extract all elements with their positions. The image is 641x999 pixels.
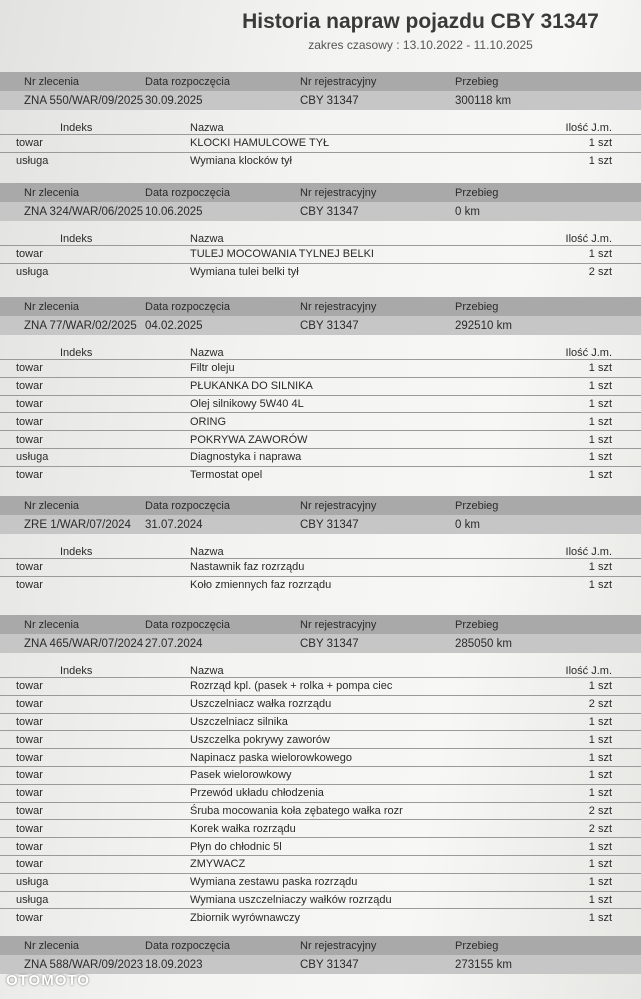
item-type: usługa	[16, 155, 49, 168]
item-row	[0, 152, 641, 170]
mileage-label: Przebieg	[455, 300, 499, 313]
item-name: Przewód układu chłodzenia	[190, 787, 324, 800]
item-qty: 1 szt	[588, 451, 612, 464]
start-date: 18.09.2023	[145, 958, 203, 971]
item-qty: 1 szt	[588, 876, 612, 889]
item-qty: 1 szt	[588, 680, 612, 693]
item-name: Wymiana klocków tył	[190, 155, 292, 168]
mileage: 0 km	[455, 518, 480, 531]
item-row	[0, 891, 641, 909]
item-name: Uszczelka pokrywy zaworów	[190, 733, 330, 746]
item-row	[0, 855, 641, 873]
item-qty: 2 szt	[588, 266, 612, 279]
item-qty: 1 szt	[588, 362, 612, 375]
qty-label: Ilość J.m.	[565, 347, 612, 359]
item-type: usługa	[16, 451, 49, 464]
item-qty: 2 szt	[588, 698, 612, 711]
order-no: ZNA 465/WAR/07/2024	[24, 637, 144, 650]
item-type: usługa	[16, 266, 49, 279]
item-type: towar	[16, 433, 43, 446]
item-type: towar	[16, 469, 43, 482]
item-type: towar	[16, 804, 43, 817]
item-qty: 2 szt	[588, 822, 612, 835]
item-name: Koło zmiennych faz rozrządu	[190, 579, 332, 592]
item-name: Zbiornik wyrównawczy	[190, 911, 301, 924]
item-type: towar	[16, 362, 43, 375]
name-label: Nazwa	[190, 122, 224, 134]
mileage: 0 km	[455, 205, 480, 218]
item-name: Wymiana tulei belki tył	[190, 266, 299, 279]
item-row	[0, 713, 641, 731]
name-label: Nazwa	[190, 665, 224, 677]
item-row	[0, 730, 641, 748]
order-no: ZNA 550/WAR/09/2025	[24, 94, 144, 107]
item-row	[0, 134, 641, 152]
item-name: Płyn do chłodnic 5l	[190, 840, 282, 853]
item-row	[0, 359, 641, 377]
reg-no: CBY 31347	[300, 94, 359, 107]
item-qty: 1 szt	[588, 733, 612, 746]
item-name: Filtr oleju	[190, 362, 235, 375]
item-row	[0, 377, 641, 395]
order-header-row	[0, 936, 641, 955]
item-row	[0, 430, 641, 448]
item-name: Uszczelniacz silnika	[190, 715, 288, 728]
item-type: towar	[16, 380, 43, 393]
start-date: 10.06.2025	[145, 205, 203, 218]
repair-order	[0, 297, 641, 484]
item-qty: 1 szt	[588, 840, 612, 853]
item-type: towar	[16, 715, 43, 728]
item-row	[0, 908, 641, 926]
page-title: Historia napraw pojazdu CBY 31347	[242, 10, 599, 33]
item-qty: 1 szt	[588, 911, 612, 924]
item-qty: 1 szt	[588, 751, 612, 764]
mileage: 285050 km	[455, 637, 512, 650]
item-row	[0, 695, 641, 713]
item-row	[0, 395, 641, 413]
item-row	[0, 766, 641, 784]
order-no-label: Nr zlecenia	[24, 499, 80, 512]
item-row	[0, 837, 641, 855]
name-label: Nazwa	[190, 546, 224, 558]
item-qty: 1 szt	[588, 858, 612, 871]
item-row	[0, 245, 641, 263]
order-header-row	[0, 183, 641, 202]
mileage-label: Przebieg	[455, 939, 499, 952]
reg-no: CBY 31347	[300, 637, 359, 650]
item-type: towar	[16, 840, 43, 853]
order-value-row	[0, 202, 641, 221]
order-header-row	[0, 496, 641, 515]
mileage-label: Przebieg	[455, 499, 499, 512]
date-range: zakres czasowy : 13.10.2022 - 11.10.2025	[308, 38, 533, 52]
order-value-row	[0, 955, 641, 974]
repair-order	[0, 615, 641, 926]
item-row	[0, 466, 641, 484]
item-name: Nastawnik faz rozrządu	[190, 561, 305, 574]
item-type: towar	[16, 561, 43, 574]
order-header-row	[0, 615, 641, 634]
start-date: 31.07.2024	[145, 518, 203, 531]
order-value-row	[0, 515, 641, 534]
item-type: towar	[16, 911, 43, 924]
items-header-row	[0, 118, 641, 134]
item-name: Uszczelniacz wałka rozrządu	[190, 698, 332, 711]
item-name: Rozrząd kpl. (pasek + rolka + pompa ciec	[190, 680, 393, 693]
order-value-row	[0, 634, 641, 653]
mileage-label: Przebieg	[455, 75, 499, 88]
order-no-label: Nr zlecenia	[24, 939, 80, 952]
order-no: ZNA 77/WAR/02/2025	[24, 319, 137, 332]
item-row	[0, 873, 641, 891]
item-type: towar	[16, 397, 43, 410]
mileage-label: Przebieg	[455, 618, 499, 631]
item-type: towar	[16, 248, 43, 261]
item-name: Pasek wielorowkowy	[190, 769, 292, 782]
item-row	[0, 748, 641, 766]
mileage-label: Przebieg	[455, 186, 499, 199]
start-date-label: Data rozpoczęcia	[145, 618, 230, 631]
repair-order	[0, 183, 641, 281]
items-header-row	[0, 229, 641, 245]
item-row	[0, 412, 641, 430]
item-type: towar	[16, 579, 43, 592]
item-name: ZMYWACZ	[190, 858, 246, 871]
reg-no: CBY 31347	[300, 205, 359, 218]
index-label: Indeks	[60, 233, 93, 245]
item-name: POKRYWA ZAWORÓW	[190, 433, 308, 446]
item-name: TULEJ MOCOWANIA TYLNEJ BELKI	[190, 248, 374, 261]
item-name: PŁUKANKA DO SILNIKA	[190, 380, 313, 393]
item-qty: 2 szt	[588, 804, 612, 817]
item-name: KLOCKI HAMULCOWE TYŁ	[190, 137, 330, 150]
otomoto-watermark: OTOMOTO	[6, 972, 90, 989]
item-qty: 1 szt	[588, 415, 612, 428]
index-label: Indeks	[60, 122, 93, 134]
start-date: 30.09.2025	[145, 94, 203, 107]
reg-no: CBY 31347	[300, 518, 359, 531]
index-label: Indeks	[60, 347, 93, 359]
start-date-label: Data rozpoczęcia	[145, 300, 230, 313]
qty-label: Ilość J.m.	[565, 665, 612, 677]
item-qty: 1 szt	[588, 155, 612, 168]
index-label: Indeks	[60, 546, 93, 558]
order-no: ZNA 324/WAR/06/2025	[24, 205, 144, 218]
name-label: Nazwa	[190, 347, 224, 359]
item-qty: 1 szt	[588, 769, 612, 782]
item-qty: 1 szt	[588, 893, 612, 906]
start-date-label: Data rozpoczęcia	[145, 75, 230, 88]
order-no: ZRE 1/WAR/07/2024	[24, 518, 131, 531]
item-type: usługa	[16, 876, 49, 889]
item-row	[0, 576, 641, 594]
order-no: ZNA 588/WAR/09/2023	[24, 958, 144, 971]
mileage: 292510 km	[455, 319, 512, 332]
item-type: towar	[16, 751, 43, 764]
item-name: Wymiana uszczelniaczy wałków rozrządu	[190, 893, 392, 906]
order-no-label: Nr zlecenia	[24, 618, 80, 631]
item-row	[0, 677, 641, 695]
item-type: towar	[16, 858, 43, 871]
items-header-row	[0, 343, 641, 359]
reg-no: CBY 31347	[300, 958, 359, 971]
qty-label: Ilość J.m.	[565, 122, 612, 134]
item-name: Korek wałka rozrządu	[190, 822, 296, 835]
item-type: towar	[16, 137, 43, 150]
repair-order	[0, 496, 641, 594]
item-type: towar	[16, 698, 43, 711]
item-name: Olej silnikowy 5W40 4L	[190, 397, 304, 410]
item-name: Śruba mocowania koła zębatego wałka rozr	[190, 804, 403, 817]
name-label: Nazwa	[190, 233, 224, 245]
item-qty: 1 szt	[588, 397, 612, 410]
qty-label: Ilość J.m.	[565, 233, 612, 245]
item-row	[0, 263, 641, 281]
order-value-row	[0, 91, 641, 110]
reg-no-label: Nr rejestracyjny	[300, 618, 377, 631]
item-row	[0, 558, 641, 576]
item-type: towar	[16, 680, 43, 693]
start-date: 04.02.2025	[145, 319, 203, 332]
repair-order	[0, 72, 641, 170]
start-date-label: Data rozpoczęcia	[145, 499, 230, 512]
order-no-label: Nr zlecenia	[24, 75, 80, 88]
item-row	[0, 784, 641, 802]
reg-no-label: Nr rejestracyjny	[300, 75, 377, 88]
item-qty: 1 szt	[588, 433, 612, 446]
order-header-row	[0, 297, 641, 316]
item-qty: 1 szt	[588, 137, 612, 150]
item-row	[0, 802, 641, 820]
item-qty: 1 szt	[588, 248, 612, 261]
item-qty: 1 szt	[588, 469, 612, 482]
item-name: Termostat opel	[190, 469, 263, 482]
order-no-label: Nr zlecenia	[24, 186, 80, 199]
mileage: 300118 km	[455, 94, 512, 107]
item-type: towar	[16, 822, 43, 835]
item-type: usługa	[16, 893, 49, 906]
item-qty: 1 szt	[588, 380, 612, 393]
reg-no-label: Nr rejestracyjny	[300, 939, 377, 952]
items-header-row	[0, 661, 641, 677]
item-name: ORING	[190, 415, 227, 428]
items-header-row	[0, 542, 641, 558]
item-qty: 1 szt	[588, 579, 612, 592]
item-name: Napinacz paska wielorowkowego	[190, 751, 353, 764]
item-row	[0, 819, 641, 837]
start-date-label: Data rozpoczęcia	[145, 186, 230, 199]
reg-no-label: Nr rejestracyjny	[300, 186, 377, 199]
qty-label: Ilość J.m.	[565, 546, 612, 558]
item-type: towar	[16, 415, 43, 428]
order-header-row	[0, 72, 641, 91]
start-date-label: Data rozpoczęcia	[145, 939, 230, 952]
start-date: 27.07.2024	[145, 637, 203, 650]
item-qty: 1 szt	[588, 715, 612, 728]
item-qty: 1 szt	[588, 787, 612, 800]
reg-no-label: Nr rejestracyjny	[300, 300, 377, 313]
order-no-label: Nr zlecenia	[24, 300, 80, 313]
item-type: towar	[16, 769, 43, 782]
item-type: towar	[16, 733, 43, 746]
item-qty: 1 szt	[588, 561, 612, 574]
index-label: Indeks	[60, 665, 93, 677]
repair-order	[0, 936, 641, 974]
reg-no-label: Nr rejestracyjny	[300, 499, 377, 512]
item-row	[0, 448, 641, 466]
item-name: Diagnostyka i naprawa	[190, 451, 302, 464]
mileage: 273155 km	[455, 958, 512, 971]
order-value-row	[0, 316, 641, 335]
item-name: Wymiana zestawu paska rozrządu	[190, 876, 358, 889]
item-type: towar	[16, 787, 43, 800]
reg-no: CBY 31347	[300, 319, 359, 332]
